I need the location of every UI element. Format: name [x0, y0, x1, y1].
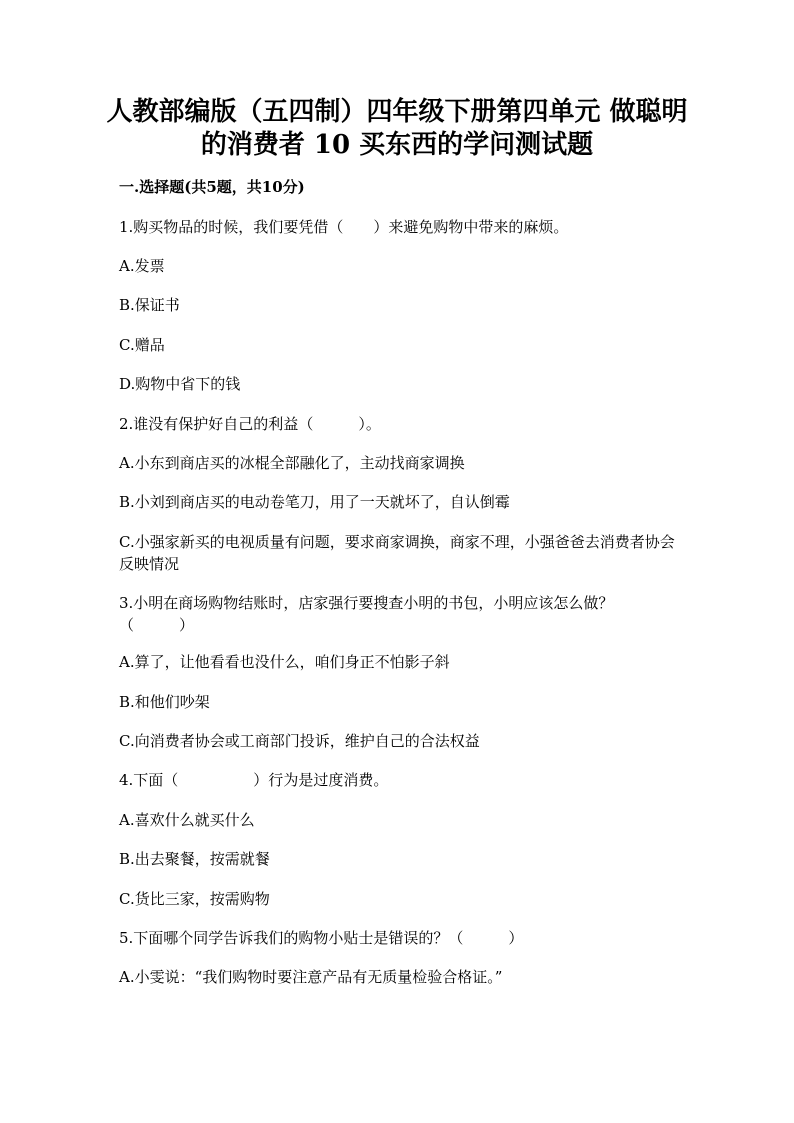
question-1-stem: 1.购买物品的时候，我们要凭借（ ）来避免购物中带来的麻烦。 — [119, 218, 569, 236]
question-2-option-c: C.小强家新买的电视质量有问题，要求商家调换，商家不理，小强爸爸去消费者协会反映情况 — [119, 533, 675, 573]
question-5-stem: 5.下面哪个同学告诉我们的购物小贴士是错误的？（ ） — [119, 929, 524, 947]
question-1-option-a: A.发票 — [119, 257, 165, 275]
question-2-option-a: A.小东到商店买的冰棍全部融化了，主动找商家调换 — [119, 454, 465, 472]
page-title-line-2: 的消费者 10 买东西的学问测试题 — [200, 130, 594, 160]
question-3-option-a: A.算了，让他看看也没什么，咱们身正不怕影子斜 — [119, 653, 450, 671]
question-3-option-c: C.向消费者协会或工商部门投诉，维护自己的合法权益 — [119, 732, 480, 750]
question-1-option-c: C.赠品 — [119, 336, 165, 354]
section-heading: 一.选择题(共5题，共10分) — [119, 178, 305, 196]
question-4-option-a: A.喜欢什么就买什么 — [119, 811, 255, 829]
page-title-line-1: 人教部编版（五四制）四年级下册第四单元 做聪明 — [106, 97, 688, 127]
question-4-stem: 4.下面（ ）行为是过度消费。 — [119, 771, 389, 789]
question-4-option-c: C.货比三家，按需购物 — [119, 890, 270, 908]
question-5-option-a: A.小雯说：“我们购物时要注意产品有无质量检验合格证。” — [119, 968, 503, 986]
question-2-stem: 2.谁没有保护好自己的利益（ ）。 — [119, 415, 381, 433]
question-1-option-d: D.购物中省下的钱 — [119, 375, 241, 393]
question-3-stem: 3.小明在商场购物结账时，店家强行要搜查小明的书包，小明应该怎么做？（ ） — [119, 594, 614, 634]
question-4-option-b: B.出去聚餐，按需就餐 — [119, 850, 270, 868]
question-2-option-b: B.小刘到商店买的电动卷笔刀，用了一天就坏了，自认倒霉 — [119, 493, 510, 511]
question-1-option-b: B.保证书 — [119, 296, 180, 314]
question-3-option-b: B.和他们吵架 — [119, 693, 210, 711]
